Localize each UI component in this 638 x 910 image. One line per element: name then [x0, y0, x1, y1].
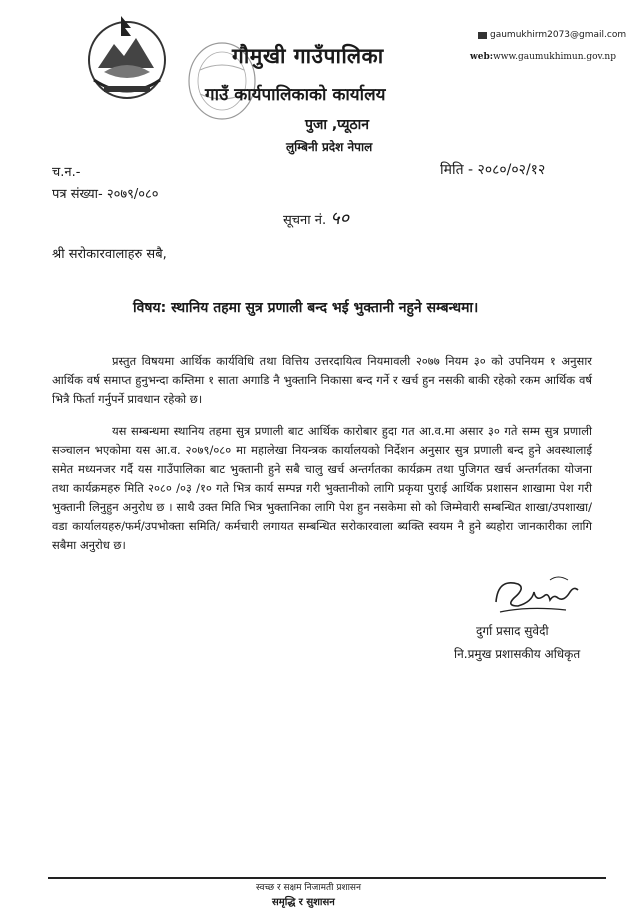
website-url[interactable]: www.gaumukhimun.gov.np: [493, 52, 616, 62]
signatory-name: दुर्गा प्रसाद सुवेदी: [476, 624, 549, 638]
footer-divider: [48, 877, 606, 879]
footer-motto-1: स्वच्छ र सक्षम निजामती प्रशासन: [256, 883, 361, 893]
body-paragraph-1: प्रस्तुत विषयमा आर्थिक कार्यविधि तथा वित्तिय उत्तरदायित्व नियमावली २०७७ नियम ३० को उपनियम १ अनुसार आर्थिक वर्ष समाप्त हुनुभन्दा कम्तिमा १ साता अगाडि नै भुक्तानि निकासा बन्द गर्ने र खर्च हुन नसकी बाकी रहेको रकम आर्थिक वर्ष भित्रै फिर्ता गर्नुपर्ने प्रावधान रहेको छ।: [52, 354, 592, 406]
handwritten-signature-icon: [488, 572, 584, 624]
nepal-government-emblem-icon: [84, 10, 170, 102]
office-province: लुम्बिनी प्रदेश नेपाल: [286, 140, 373, 154]
office-subtitle: गाउँ कार्यपालिकाको कार्यालय: [205, 85, 386, 105]
notice-label: सूचना नं.: [283, 213, 327, 228]
addressee: श्री सरोकारवालाहरु सबै,: [52, 247, 167, 262]
office-location: पुजा ,प्यूठान: [305, 117, 370, 133]
letter-number: पत्र संख्या- २०७९/०८०: [52, 187, 159, 202]
web-label: web:: [470, 52, 494, 62]
signatory-title: नि.प्रमुख प्रशासकीय अधिकृत: [454, 647, 581, 661]
email-address[interactable]: gaumukhirm2073@gmail.com: [490, 30, 627, 40]
mail-icon: [478, 32, 487, 39]
website-contact: [470, 52, 616, 62]
notice-number-line: [283, 206, 349, 230]
dispatch-number: च.न.-: [52, 165, 81, 180]
body-paragraph-2: यस सम्बन्धमा स्थानिय तहमा सुत्र प्रणाली बाट आर्थिक कारोबार हुदा गत आ.व.मा असार ३० गते सम्म सुत्र प्रणाली सञ्चालन भएकोमा यस आ.व. २०७९/०८० मा महालेखा नियन्त्रक कार्यालयको निर्देशन अनुसार सुत्र प्रणाली बन्द हुने अवस्थालाई समेत मध्यनजर गर्दै यस गाउँपालिका बाट भुक्तानी हुने सबै चालु खर्च अन्तर्गतका कार्यक्रम तथा पुजिगत खर्च अन्तर्गतका योजना तथा कार्यक्रमहरु मिति २०८० /०३ /१० गते भित्र कार्य सम्पन्न गरी भुक्तानीको लागि प्रकृया पुराई आर्थिक प्रशासन शाखामा पेश गरी भुक्तानी लिनुहुन अनुरोध छ । साथै उक्त मिति भित्र भुक्तानिका लागि पेश हुन नसकेमा सो को जिम्मेवारी सम्बन्धित शाखा/उपशाखा/वडा कार्यालयहरु/फर्म/उपभोक्ता समिति/ कर्मचारी लगायत सम्बन्धित सरोकारवाला ब्यक्ति स्वयम नै हुने ब्यहोरा जानकारीका लागि सबैमा अनुरोध छ।: [52, 424, 592, 552]
office-name: गौमुखी गाउँपालिका: [232, 44, 384, 68]
subject-line: विषय: स्थानिय तहमा सुत्र प्रणाली बन्द भई भुक्तानी नहुने सम्बन्धमा।: [133, 300, 479, 316]
footer-motto-2: समृद्धि र सुशासन: [272, 897, 335, 908]
email-contact: [478, 30, 626, 40]
notice-number: ५०: [330, 208, 349, 229]
letter-date: मिति - २०८०/०२/१२: [440, 162, 546, 178]
